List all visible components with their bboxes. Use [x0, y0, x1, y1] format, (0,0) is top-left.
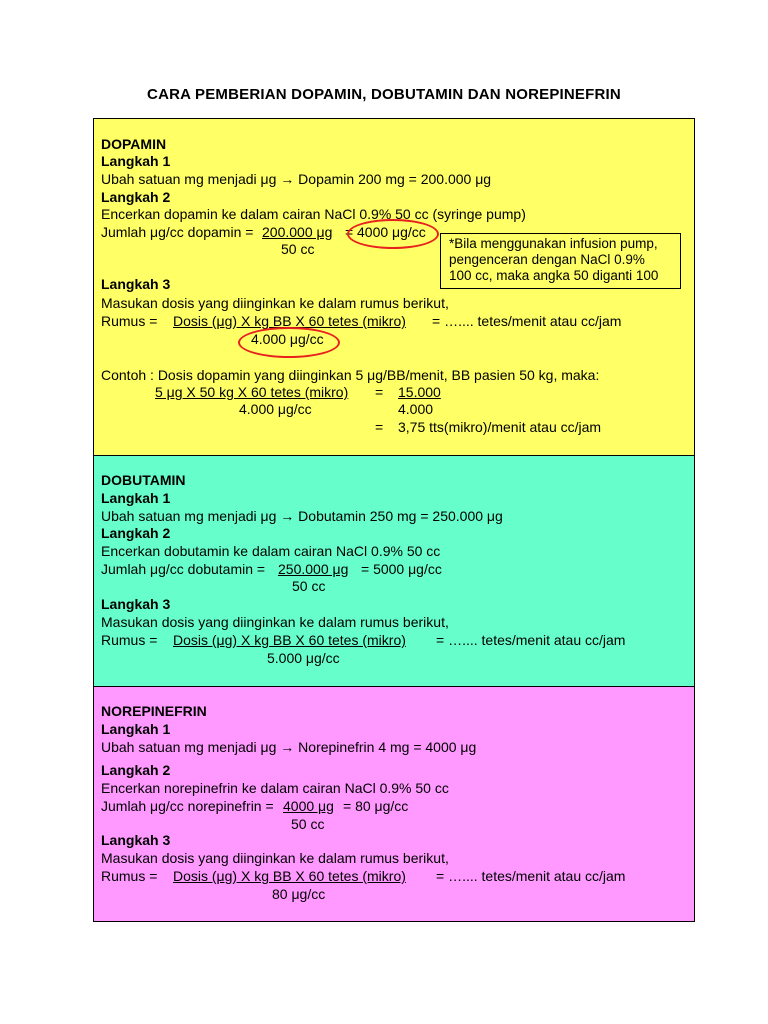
dobutamin-calc-denominator: 50 cc — [292, 578, 326, 594]
infusion-pump-note — [440, 233, 681, 289]
dopamin-step2-text: Encerkan dopamin ke dalam cairan NaCl 0.9% 50 cc (syringe pump) — [101, 206, 526, 222]
dopamin-step1-text: Ubah satuan mg menjadi μg → Dopamin 200 mg = 200.000 μg — [101, 171, 492, 187]
dopamin-step2-label: Langkah 2 — [101, 189, 171, 205]
dopamin-formula-suffix: = ….... tetes/menit atau cc/jam — [432, 313, 622, 329]
norepinefrin-step2-label: Langkah 2 — [101, 762, 171, 778]
dobutamin-calc-numerator: 250.000 μg — [278, 561, 349, 577]
dobutamin-calc-result: = 5000 μg/cc — [361, 561, 442, 577]
note-line: pengenceran dengan NaCl 0.9% — [449, 252, 645, 267]
dopamin-formula-numerator: Dosis (μg) X kg BB X 60 tetes (mikro) — [173, 313, 406, 329]
dopamin-calc-result: 4000 μg/cc — [357, 224, 426, 240]
dopamin-example-intro: Contoh : Dosis dopamin yang diinginkan 5 μg/BB/menit, BB pasien 50 kg, maka: — [101, 367, 600, 383]
dobutamin-step2-text: Encerkan dobutamin ke dalam cairan NaCl 0.9% 50 cc — [101, 543, 441, 559]
dobutamin-step3-label: Langkah 3 — [101, 596, 171, 612]
dopamin-step3-text: Masukan dosis yang diinginkan ke dalam rumus berikut, — [101, 295, 449, 311]
norepinefrin-step1-label: Langkah 1 — [101, 721, 171, 737]
dobutamin-calc-prefix: Jumlah μg/cc dobutamin = — [101, 561, 266, 577]
highlight-circle-denominator — [238, 327, 340, 358]
dobutamin-step3-text: Masukan dosis yang diinginkan ke dalam rumus berikut, — [101, 614, 449, 630]
dopamin-example-denominator: 4.000 μg/cc — [239, 401, 312, 417]
norepinefrin-calc-result: = 80 μg/cc — [343, 798, 409, 814]
norepinefrin-step3-label: Langkah 3 — [101, 832, 171, 848]
norepinefrin-calc-numerator: 4000 μg — [283, 798, 334, 814]
norepinefrin-calc-prefix: Jumlah μg/cc norepinefrin = — [101, 798, 274, 814]
dopamin-step3-label: Langkah 3 — [101, 276, 171, 292]
dobutamin-step1-label: Langkah 1 — [101, 490, 171, 506]
dopamin-formula-denominator: 4.000 μg/cc — [251, 331, 324, 347]
dopamin-example-eq1: = — [375, 384, 384, 400]
norepinefrin-formula-suffix: = ….... tetes/menit atau cc/jam — [436, 868, 626, 884]
dobutamin-formula-suffix: = ….... tetes/menit atau cc/jam — [436, 632, 626, 648]
highlight-circle-result — [347, 219, 439, 249]
page-title: CARA PEMBERIAN DOPAMIN, DOBUTAMIN DAN NOREPINEFRIN — [147, 86, 621, 103]
norepinefrin-formula-numerator: Dosis (μg) X kg BB X 60 tetes (mikro) — [173, 868, 406, 884]
dopamin-step1-label: Langkah 1 — [101, 153, 171, 169]
norepinefrin-step2-text: Encerkan norepinefrin ke dalam cairan NaCl 0.9% 50 cc — [101, 780, 449, 796]
dobutamin-formula-numerator: Dosis (μg) X kg BB X 60 tetes (mikro) — [173, 632, 406, 648]
dobutamin-heading: DOBUTAMIN — [101, 472, 186, 488]
norepinefrin-calc-denominator: 50 cc — [291, 816, 325, 832]
norepinefrin-formula-prefix: Rumus = — [101, 868, 158, 884]
norepinefrin-step3-text: Masukan dosis yang diinginkan ke dalam rumus berikut, — [101, 850, 449, 866]
norepinefrin-formula-denominator: 80 μg/cc — [272, 886, 326, 902]
dopamin-example-eq2: = — [375, 419, 384, 435]
dopamin-example-numerator: 5 μg X 50 kg X 60 tetes (mikro) — [155, 384, 349, 400]
norepinefrin-heading: NOREPINEFRIN — [101, 703, 207, 719]
dopamin-calc-equals: = — [345, 224, 354, 240]
dopamin-formula-prefix: Rumus = — [101, 313, 158, 329]
note-line: *Bila menggunakan infusion pump, — [449, 236, 658, 251]
dopamin-calc-prefix: Jumlah μg/cc dopamin = — [101, 224, 254, 240]
norepinefrin-step1-text: Ubah satuan mg menjadi μg → Norepinefrin 4 mg = 4000 μg — [101, 739, 477, 755]
dopamin-heading: DOPAMIN — [101, 136, 167, 152]
dopamin-calc-denominator: 50 cc — [281, 241, 315, 257]
dobutamin-formula-denominator: 5.000 μg/cc — [267, 650, 340, 666]
dopamin-example-result: 3,75 tts(mikro)/menit atau cc/jam — [398, 419, 602, 435]
dobutamin-step2-label: Langkah 2 — [101, 525, 171, 541]
note-line: 100 cc, maka angka 50 diganti 100 — [449, 268, 659, 283]
dopamin-example-num-value: 15.000 — [398, 384, 441, 400]
dobutamin-formula-prefix: Rumus = — [101, 632, 158, 648]
dopamin-calc-numerator: 200.000 μg — [262, 224, 333, 240]
dobutamin-step1-text: Ubah satuan mg menjadi μg → Dobutamin 250 mg = 250.000 μg — [101, 508, 503, 524]
dopamin-example-den-value: 4.000 — [398, 401, 434, 417]
